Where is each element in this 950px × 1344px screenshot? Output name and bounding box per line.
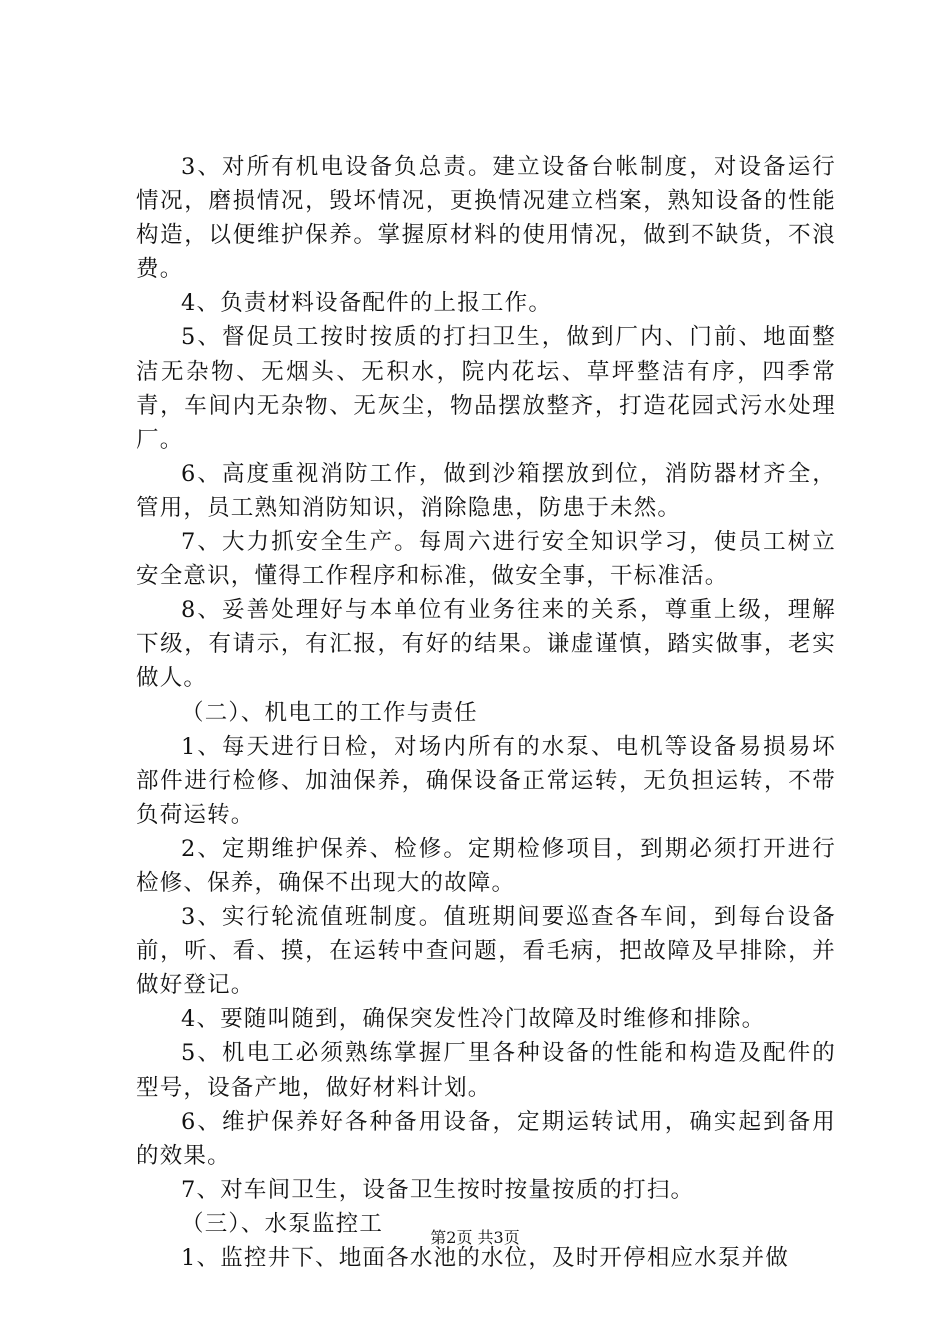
page-footer: 第2页 共3页	[430, 1228, 520, 1247]
paragraph-8-relations: 8、妥善处理好与本单位有业务往来的关系，尊重上级，理解下级，有请示，有汇报，有好的结果。谦虚谨慎，踏实做事，老实做人。	[136, 597, 836, 692]
section-heading-pump-monitor: （三）、水泵监控工	[181, 1210, 384, 1237]
paragraph-5-equipment-knowledge: 5、机电工必须熟练掌握厂里各种设备的性能和构造及配件的型号，设备产地，做好材料计划。	[136, 1040, 836, 1101]
section-heading-electromechanical: （二）、机电工的工作与责任	[181, 699, 478, 726]
paragraph-7-safety-production: 7、大力抓安全生产。每周六进行安全知识学习，使员工树立安全意识，懂得工作程序和标准，做安全事，干标准活。	[136, 529, 836, 590]
paragraph-1-water-level-monitoring: 1、监控井下、地面各水池的水位，及时开停相应水泵并做	[181, 1245, 790, 1271]
paragraph-5-cleaning: 5、督促员工按时按质的打扫卫生，做到厂内、门前、地面整洁无杂物、无烟头、无积水，院内花坛、草坪整洁有序，四季常青，车间内无杂物、无灰尘，物品摆放整齐，打造花园式污水处理厂。	[136, 324, 836, 453]
paragraph-1-daily-inspection: 1、每天进行日检，对场内所有的水泵、电机等设备易损易坏部件进行检修、加油保养，确保设备正常运转，无负担运转，不带负荷运转。	[136, 733, 836, 828]
paragraph-3-duty-rotation: 3、实行轮流值班制度。值班期间要巡查各车间，到每台设备前，听、看、摸，在运转中查问题，看毛病，把故障及早排除，并做好登记。	[136, 904, 836, 999]
paragraph-6-fire-safety: 6、高度重视消防工作，做到沙箱摆放到位，消防器材齐全，管用，员工熟知消防知识，消除隐患，防患于未然。	[136, 460, 836, 521]
paragraph-4-on-call: 4、要随叫随到，确保突发性冷门故障及时维修和排除。	[181, 1006, 766, 1033]
paragraph-2-periodic-maintenance: 2、定期维护保养、检修。定期检修项目，到期必须打开进行检修、保养，确保不出现大的故障。	[136, 835, 836, 896]
paragraph-6-backup-equipment: 6、维护保养好各种备用设备，定期运转试用，确实起到备用的效果。	[136, 1108, 836, 1169]
paragraph-7-workshop-hygiene: 7、对车间卫生，设备卫生按时按量按质的打扫。	[181, 1176, 695, 1203]
paragraph-4-materials-reporting: 4、负责材料设备配件的上报工作。	[181, 290, 553, 317]
document-body	[136, 150, 836, 1275]
paragraph-3-equipment-responsibility: 3、对所有机电设备负总责。建立设备台帐制度，对设备运行情况，磨损情况，毁坏情况，更换情况建立档案，熟知设备的性能构造，以便维护保养。掌握原材料的使用情况，做到不缺货，不浪费。	[136, 154, 836, 283]
